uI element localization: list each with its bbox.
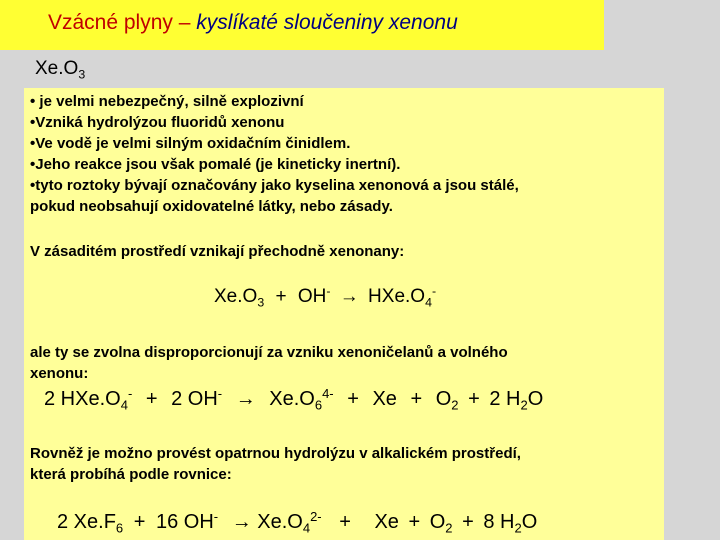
eq1-product: HXe.O	[368, 286, 426, 307]
formula-subscript: 3	[78, 67, 86, 82]
eq1-reactant-2-sup: -	[326, 284, 331, 299]
eq2-term-2-sup: -	[217, 385, 223, 401]
eq2-term-1-sub: 4	[120, 397, 128, 413]
eq1-product-sub: 4	[425, 295, 432, 310]
eq2-term-4: Xe	[372, 388, 397, 410]
eq2-term-6-tail: O	[527, 388, 544, 410]
paragraph-hydrolysis-line2: která probíhá podle rovnice:	[30, 466, 232, 483]
eq2-term-3: Xe.O	[269, 388, 315, 410]
eq3-plus: +	[462, 511, 474, 533]
eq2-term-1: 2 HXe.O	[44, 388, 121, 410]
title-topic: Vzácné plyny	[48, 11, 173, 34]
eq3-term-2: 16 OH	[155, 511, 214, 533]
paragraph-hydrolysis-line1: Rovněž je možno provést opatrnou hydrolýzu v alkalickém prostředí,	[30, 445, 521, 462]
bullet-item: pokud neobsahují oxidovatelné látky, nebo zásady.	[30, 198, 393, 215]
eq1-product-sup: -	[431, 284, 437, 299]
eq3-term-4: Xe	[374, 511, 399, 533]
eq2-plus: +	[468, 388, 480, 410]
eq2-plus: +	[145, 388, 158, 410]
eq3-term-6-tail: O	[521, 511, 538, 533]
eq2-term-6: 2 H	[489, 388, 521, 410]
eq3-term-3-sup: 2-	[310, 508, 322, 524]
bullet-item: •Ve vodě je velmi silným oxidačním činidlem.	[30, 135, 351, 152]
eq1-reactant-2: OH	[297, 286, 327, 307]
paragraph-disproportionation-line2: xenonu:	[30, 365, 89, 382]
eq3-term-6: 8 H	[483, 511, 515, 533]
content-panel	[24, 88, 664, 540]
eq3-term-5: O	[429, 511, 446, 533]
eq3-term-1: 2 Xe.F	[57, 511, 116, 533]
equation-xenonany	[214, 286, 436, 308]
bullet-item: •Jeho reakce jsou však pomalé (je kineticky inertní).	[30, 156, 401, 173]
bullet-item: •Vzniká hydrolýzou fluoridů xenonu	[30, 114, 285, 131]
eq1-plus: +	[275, 286, 287, 307]
eq2-term-6-sub: 2	[520, 397, 528, 413]
eq3-term-1-sub: 6	[115, 520, 124, 536]
eq3-term-5-sub: 2	[445, 520, 453, 536]
eq3-plus: +	[133, 511, 146, 533]
eq2-term-3-sup: 4-	[322, 385, 334, 401]
eq2-term-3-sub: 6	[314, 397, 323, 413]
eq2-term-2: 2 OH	[171, 388, 218, 410]
eq2-term-5: O	[435, 388, 452, 410]
eq3-plus: +	[408, 511, 421, 533]
slide-title	[48, 11, 458, 35]
eq2-arrow: →	[235, 388, 256, 410]
eq3-term-3: Xe.O	[257, 511, 303, 533]
eq1-arrow: →	[339, 286, 359, 307]
paragraph-disproportionation-line1: ale ty se zvolna disproporcionují za vzniku xenoničelanů a volného	[30, 344, 508, 361]
equation-disproportionation	[44, 385, 544, 413]
formula-base: Xe.O	[35, 58, 79, 79]
eq1-reactant-1: Xe.O	[214, 286, 258, 307]
eq2-term-5-sub: 2	[451, 397, 459, 413]
eq3-plus: +	[339, 511, 351, 533]
eq3-term-6-sub: 2	[514, 520, 522, 536]
eq1-reactant-1-sub: 3	[257, 295, 265, 310]
eq2-term-1-sup: -	[127, 385, 133, 401]
bullet-item: • je velmi nebezpečný, silně explozivní	[30, 93, 304, 110]
compound-formula	[35, 58, 85, 80]
eq3-term-3-sub: 4	[302, 520, 311, 536]
equation-hydrolysis	[57, 508, 538, 536]
title-separator: –	[172, 11, 197, 34]
eq3-arrow: →	[231, 511, 252, 533]
eq2-plus: +	[347, 388, 359, 410]
title-subtopic: kyslíkaté sloučeniny xenonu	[196, 11, 458, 34]
eq3-term-2-sup: -	[213, 508, 219, 524]
eq2-plus: +	[410, 388, 423, 410]
bullet-item: •tyto roztoky bývají označovány jako kyselina xenonová a jsou stálé,	[30, 177, 519, 194]
paragraph-xenonany: V zásaditém prostředí vznikají přechodně xenonany:	[30, 243, 405, 260]
title-bar	[0, 0, 604, 50]
